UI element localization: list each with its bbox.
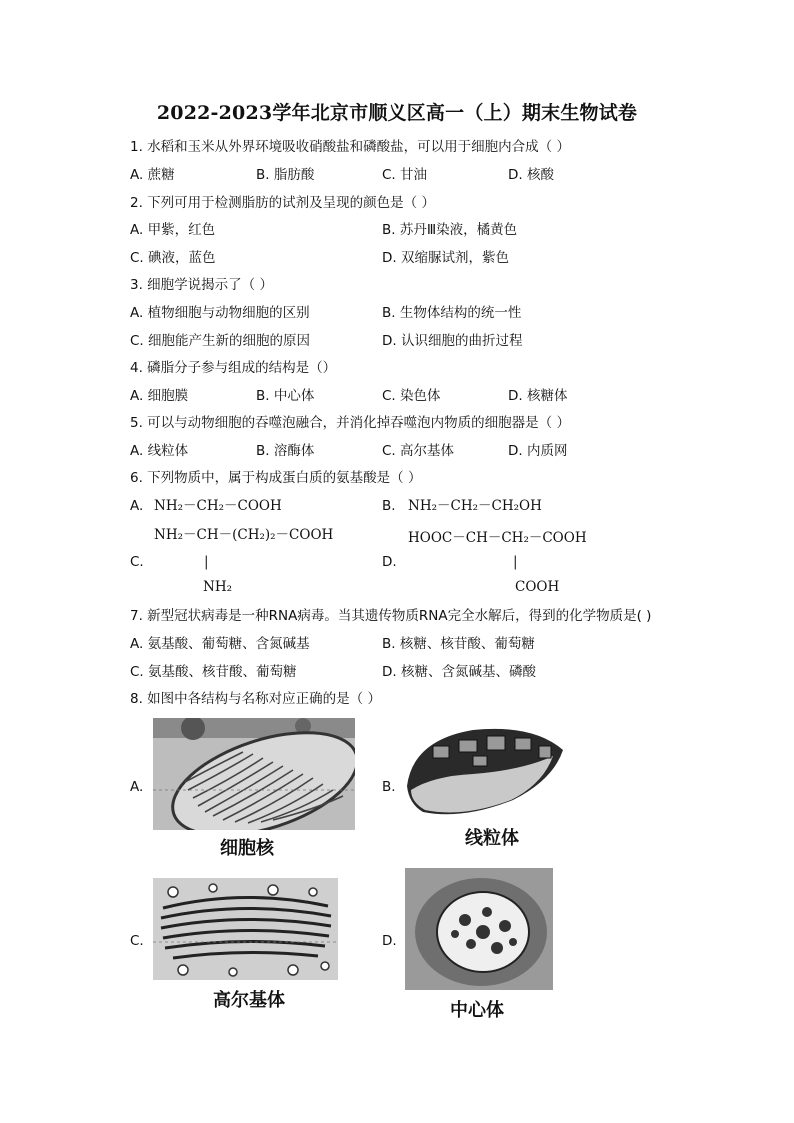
q4-option-d: D. 核糖体 — [508, 388, 568, 404]
question-4-stem: 4. 磷脂分子参与组成的结构是（） — [130, 360, 337, 376]
q6-formula-c-bond: | — [204, 554, 209, 570]
q2-option-b: B. 苏丹Ⅲ染液，橘黄色 — [382, 222, 518, 238]
question-7-stem: 7. 新型冠状病毒是一种RNA病毒。当其遗传物质RNA完全水解后，得到的化学物质是( ) — [130, 608, 652, 624]
caption-c: 高尔基体 — [213, 990, 285, 1011]
q1-option-a: A. 蔗糖 — [130, 167, 175, 183]
q7-option-a: A. 氨基酸、葡萄糖、含氮碱基 — [130, 636, 310, 652]
question-1-stem: 1. 水稻和玉米从外界环境吸收硝酸盐和磷酸盐，可以用于细胞内合成（ ） — [130, 139, 570, 155]
q6-option-d-label: D. — [382, 554, 397, 570]
page-title: 2022-2023学年北京市顺义区高一（上）期末生物试卷 — [156, 102, 638, 124]
q7-option-d: D. 核糖、含氮碱基、磷酸 — [382, 664, 536, 680]
q3-option-c: C. 细胞能产生新的细胞的原因 — [130, 333, 311, 349]
q2-option-c: C. 碘液，蓝色 — [130, 250, 216, 266]
q6-formula-d-bond: | — [513, 554, 518, 570]
caption-a: 细胞核 — [220, 838, 274, 859]
q2-option-a: A. 甲紫，红色 — [130, 222, 216, 238]
q1-option-d: D. 核酸 — [508, 167, 554, 183]
q7-option-b: B. 核糖、核苷酸、葡萄糖 — [382, 636, 535, 652]
micrograph-a-image — [153, 718, 355, 830]
question-5-stem: 5. 可以与动物细胞的吞噬泡融合，并消化掉吞噬泡内物质的细胞器是（ ） — [130, 415, 570, 431]
q3-option-b: B. 生物体结构的统一性 — [382, 305, 522, 321]
caption-b: 线粒体 — [465, 828, 519, 849]
q4-option-c: C. 染色体 — [382, 388, 441, 404]
q6-formula-b: NH₂－CH₂－CH₂OH — [408, 498, 542, 514]
question-2-stem: 2. 下列可用于检测脂肪的试剂及呈现的颜色是（ ） — [130, 195, 435, 211]
q1-option-c: C. 甘油 — [382, 167, 428, 183]
question-6-stem: 6. 下列物质中，属于构成蛋白质的氨基酸是（ ） — [130, 470, 422, 486]
q6-formula-d-sub: COOH — [515, 579, 560, 595]
q4-option-b: B. 中心体 — [256, 388, 315, 404]
q8-option-d-label: D. — [382, 933, 397, 949]
q6-formula-a: NH₂－CH₂－COOH — [154, 498, 282, 514]
q5-option-d: D. 内质网 — [508, 443, 568, 459]
micrograph-d-image — [405, 868, 553, 990]
q5-option-a: A. 线粒体 — [130, 443, 189, 459]
q6-option-b-label: B. — [382, 498, 396, 514]
q6-option-a-label: A. — [130, 498, 144, 514]
q8-option-a-label: A. — [130, 779, 144, 795]
q6-formula-d-main: HOOC－CH－CH₂－COOH — [408, 530, 587, 546]
q5-option-c: C. 高尔基体 — [382, 443, 455, 459]
q7-option-c: C. 氨基酸、核苷酸、葡萄糖 — [130, 664, 297, 680]
q4-option-a: A. 细胞膜 — [130, 388, 189, 404]
q3-option-a: A. 植物细胞与动物细胞的区别 — [130, 305, 310, 321]
q6-formula-c-sub: NH₂ — [203, 579, 232, 595]
q3-option-d: D. 认识细胞的曲折过程 — [382, 333, 523, 349]
q2-option-d: D. 双缩脲试剂，紫色 — [382, 250, 509, 266]
caption-d: 中心体 — [450, 1000, 504, 1021]
q8-option-b-label: B. — [382, 779, 396, 795]
q8-option-c-label: C. — [130, 933, 144, 949]
q5-option-b: B. 溶酶体 — [256, 443, 315, 459]
question-8-stem: 8. 如图中各结构与名称对应正确的是（ ） — [130, 691, 381, 707]
micrograph-b-image — [403, 720, 568, 820]
q6-option-c-label: C. — [130, 554, 144, 570]
q1-option-b: B. 脂肪酸 — [256, 167, 315, 183]
micrograph-c-image — [153, 878, 338, 980]
q6-formula-c-main: NH₂－CH－(CH₂)₂－COOH — [154, 527, 334, 543]
question-3-stem: 3. 细胞学说揭示了（ ） — [130, 277, 273, 293]
